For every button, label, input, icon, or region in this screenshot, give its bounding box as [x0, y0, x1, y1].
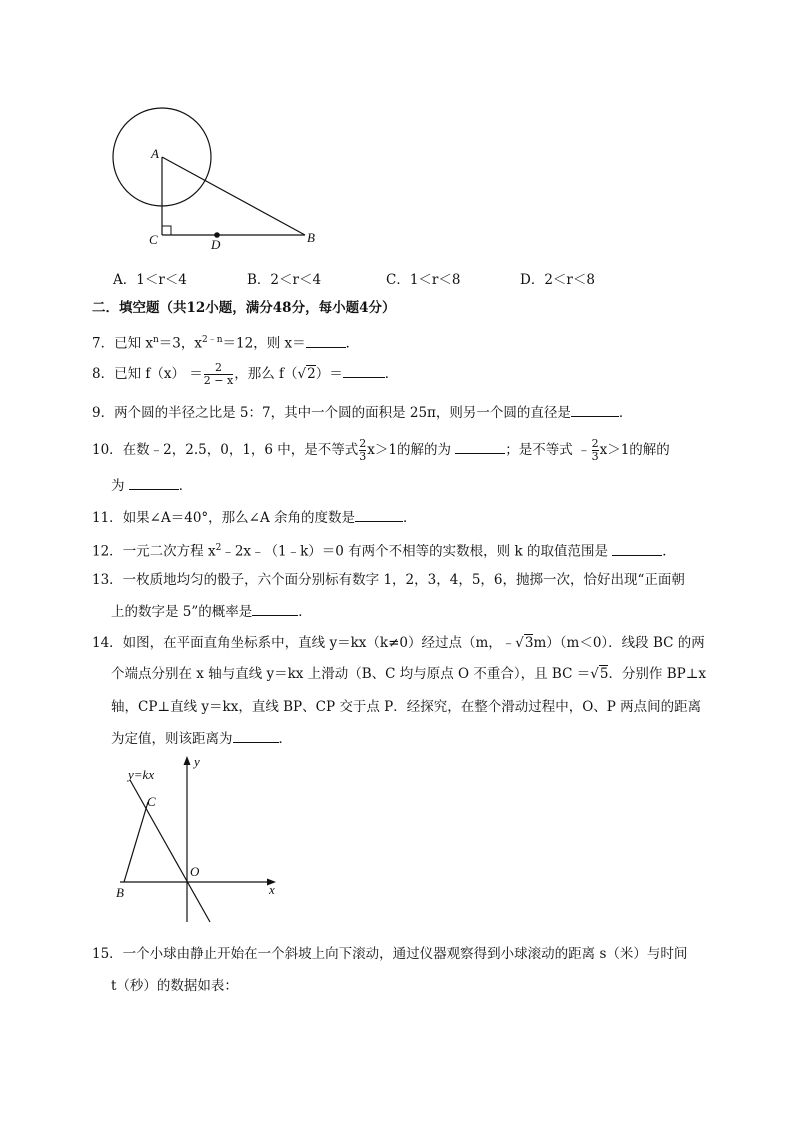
q7-number: 7． — [92, 335, 115, 352]
option-c[interactable]: C．1＜r＜8 — [386, 272, 461, 288]
label-a: A — [151, 146, 159, 161]
q12-sup: 2 — [215, 543, 222, 553]
question-15-line1: 15．一个小球由静止开始在一个斜坡上向下滚动，通过仪器观察得到小球滚动的距离 s（米）与时间 — [92, 946, 688, 962]
label-o: O — [190, 864, 200, 879]
label-b: B — [307, 230, 315, 245]
q14-text-d: ．分别作 BP⊥x — [608, 666, 707, 682]
q14-sqrt-sign-1: √ — [515, 635, 524, 651]
q8-end: ． — [384, 366, 399, 382]
right-angle-mark — [162, 226, 171, 235]
question-14-line1 — [92, 633, 705, 653]
q13-answer-blank[interactable] — [252, 601, 298, 616]
q10-fraction-2 — [592, 438, 599, 463]
q7-text-c: ＝12，则 x＝ — [222, 335, 306, 352]
q7-text-a: 已知 x — [114, 335, 153, 352]
q8-frac-den: 2 − x — [203, 374, 234, 387]
q7-text-b: ＝3，x — [158, 335, 202, 352]
question-9 — [92, 402, 632, 423]
q13-text: 上的数字是 5”的概率是 — [111, 604, 253, 620]
q7-end: ． — [345, 335, 360, 352]
q10-text-e: 为 — [111, 478, 125, 494]
q8-answer-blank[interactable] — [343, 363, 385, 378]
q11-text: 如果∠A＝40°，那么∠A 余角的度数是 — [122, 510, 356, 526]
question-14-line3: 轴，CP⊥直线 y＝kx，直线 BP、CP 交于点 P．经探究，在整个滑动过程中，O、P 两点间的距离 — [111, 699, 702, 715]
q9-end: ． — [618, 405, 633, 421]
segment-bc — [124, 802, 148, 882]
q9-number: 9． — [92, 405, 115, 421]
q8-number: 8． — [92, 366, 115, 382]
label-line-ykx: y=kx — [128, 767, 155, 782]
label-c2: C — [147, 794, 156, 809]
question-10-line1 — [92, 438, 670, 463]
q10-end: ． — [178, 478, 193, 494]
q10-answer-blank-1[interactable] — [455, 439, 505, 454]
q10-text-d: x＞1的解的 — [599, 442, 670, 458]
label-d: D — [211, 237, 221, 252]
q10-answer-blank-2[interactable] — [129, 475, 179, 490]
q14-answer-blank[interactable] — [233, 728, 279, 743]
q14-sqrt-2: 5 — [599, 666, 609, 682]
q7-answer-blank[interactable] — [306, 333, 346, 348]
q10-fraction-1 — [359, 438, 366, 463]
q14-text-e: 为定值，则该距离为 — [111, 731, 233, 747]
question-14-line2 — [111, 664, 706, 684]
q8-text-a: 已知 f（x） ＝ — [114, 366, 203, 382]
q11-end: ． — [403, 510, 417, 526]
label-b2: B — [116, 885, 124, 900]
q10-text-c: ；是不等式 ﹣ — [505, 442, 591, 458]
q8-frac-num: 2 — [215, 361, 222, 374]
question-13-line2 — [111, 601, 312, 622]
option-a[interactable]: A．1＜r＜4 — [113, 272, 187, 288]
question-12 — [92, 538, 676, 562]
line-y-kx — [130, 780, 210, 922]
question-8 — [92, 362, 398, 387]
q14-sqrt-sign-2: √ — [590, 666, 599, 682]
option-b[interactable]: B．2＜r＜4 — [247, 272, 322, 288]
q9-answer-blank[interactable] — [571, 402, 619, 417]
question-15-line2: t（秒）的数据如表： — [111, 978, 238, 994]
q8-fraction — [204, 362, 233, 387]
circle-triangle-figure — [100, 95, 340, 255]
q10-text-b: x＞1的解的为 — [367, 442, 451, 458]
q9-text: 两个圆的半径之比是 5：7，其中一个圆的面积是 25π，则另一个圆的直径是 — [114, 405, 571, 421]
section-title: 二．填空题（共12小题，满分48分，每小题4分） — [92, 300, 396, 316]
y-axis-arrow — [184, 756, 191, 765]
question-14-line4 — [111, 728, 292, 749]
q11-answer-blank[interactable] — [355, 507, 403, 522]
q14-text-c: 个端点分别在 x 轴与直线 y＝kx 上滑动（B、C 均与原点 O 不重合），且 BC ＝ — [111, 666, 591, 682]
label-x: x — [269, 882, 275, 897]
q11-number: 11． — [92, 510, 123, 526]
q10-frac2-num: 2 — [591, 437, 599, 450]
q12-end: ． — [662, 543, 676, 560]
segment-ab — [162, 157, 305, 235]
q14-end: ． — [278, 731, 292, 747]
q10-frac1-den: 3 — [359, 450, 367, 463]
q12-text-b: ﹣2x﹣（1﹣k）＝0 有两个不相等的实数根，则 k 的取值范围是 — [221, 543, 608, 560]
q7-sup-n: n — [153, 335, 159, 345]
q14-text-a: 14．如图，在平面直角坐标系中，直线 y＝kx（k≠0）经过点（m，﹣ — [92, 635, 516, 651]
question-10-line2 — [111, 475, 192, 496]
q10-frac1-num: 2 — [359, 437, 367, 450]
q8-text-c: ）＝ — [315, 366, 343, 382]
question-13-line1: 13．一枚质地均匀的骰子，六个面分别标有数字 1，2，3，4，5，6，抛掷一次，恰好出现“正面朝 — [92, 572, 685, 588]
q8-sqrt-sign: √ — [297, 366, 307, 382]
q14-text-b: m）（m＜0）．线段 BC 的两 — [533, 635, 705, 651]
label-c: C — [149, 232, 158, 247]
q10-frac2-den: 3 — [591, 450, 599, 463]
q8-sqrt-value: 2 — [307, 366, 316, 382]
q14-sqrt-1: 3 — [524, 635, 534, 651]
label-y: y — [194, 754, 200, 769]
q13-end: ． — [298, 604, 312, 620]
q8-text-b: ，那么 f（ — [234, 366, 298, 382]
q12-text-a: 一元二次方程 x — [122, 543, 216, 560]
q12-number: 12． — [92, 543, 123, 560]
question-7 — [92, 330, 359, 354]
option-d[interactable]: D．2＜r＜8 — [520, 272, 595, 288]
q12-answer-blank[interactable] — [612, 541, 662, 556]
coordinate-figure — [110, 752, 290, 932]
q10-text-a: 10．在数﹣2，2.5，0，1，6 中，是不等式 — [92, 442, 359, 458]
question-11 — [92, 507, 417, 528]
q7-sup-2n: 2﹣n — [202, 335, 223, 345]
